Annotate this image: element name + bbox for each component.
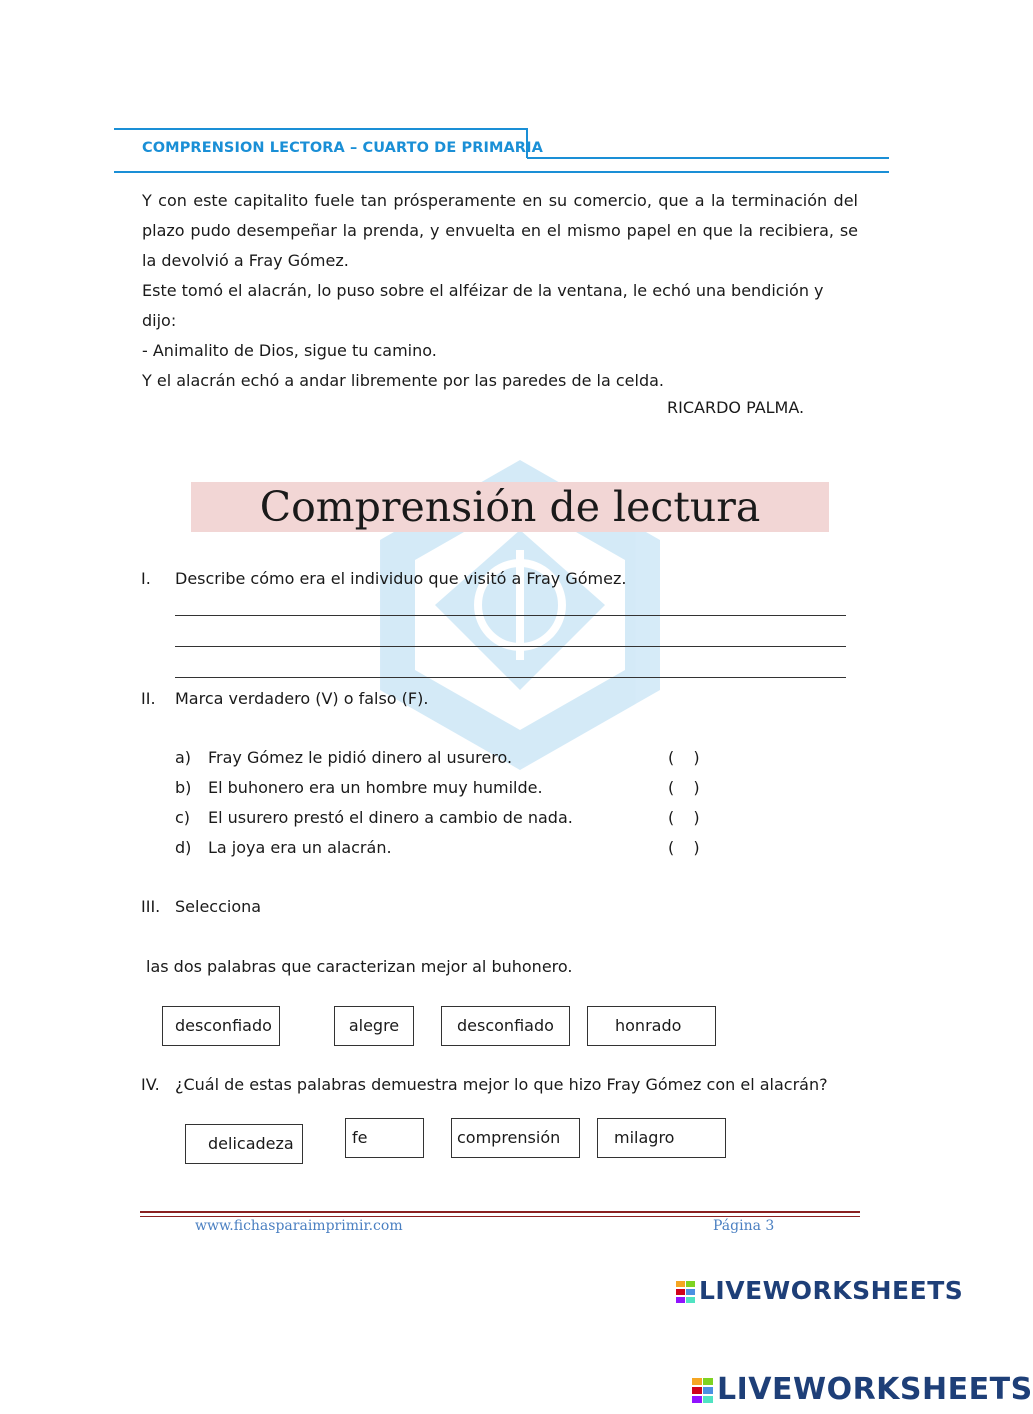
question-prompt: ¿Cuál de estas palabras demuestra mejor lo que hizo Fray Gómez con el alacrán? bbox=[175, 1075, 828, 1094]
tf-item-text: La joya era un alacrán. bbox=[208, 838, 392, 857]
header-rule-bottom bbox=[114, 171, 889, 173]
header-title: COMPRENSION LECTORA – CUARTO DE PRIMARIA bbox=[142, 140, 543, 156]
tf-answer-box[interactable]: ( ) bbox=[668, 778, 700, 797]
word-option-box[interactable]: fe bbox=[345, 1118, 424, 1158]
word-option-box[interactable]: alegre bbox=[334, 1006, 414, 1046]
footer-page-number: Página 3 bbox=[713, 1218, 775, 1234]
word-option-box[interactable]: delicadeza bbox=[185, 1124, 303, 1164]
tf-item-text: Fray Gómez le pidió dinero al usurero. bbox=[208, 748, 513, 767]
answer-line-input[interactable] bbox=[175, 646, 846, 647]
question-number: I. bbox=[141, 569, 151, 588]
tf-answer-box[interactable]: ( ) bbox=[668, 838, 700, 857]
question-subprompt: las dos palabras que caracterizan mejor al buhonero. bbox=[146, 957, 573, 976]
question-prompt: Marca verdadero (V) o falso (F). bbox=[175, 689, 429, 708]
footer-rule bbox=[140, 1211, 860, 1213]
answer-line-input[interactable] bbox=[175, 615, 846, 616]
tf-answer-box[interactable]: ( ) bbox=[668, 808, 700, 827]
tf-answer-box[interactable]: ( ) bbox=[668, 748, 700, 767]
liveworksheets-logo bbox=[676, 1276, 963, 1305]
tf-item-letter: b) bbox=[175, 778, 192, 797]
author-name: RICARDO PALMA. bbox=[667, 398, 805, 417]
story-line: Y el alacrán echó a andar libremente por las paredes de la celda. bbox=[142, 371, 664, 390]
word-option-box[interactable]: comprensión bbox=[451, 1118, 580, 1158]
word-option-box[interactable]: desconfiado bbox=[162, 1006, 280, 1046]
tf-item-letter: a) bbox=[175, 748, 192, 767]
footer-website: www.fichasparaimprimir.com bbox=[195, 1218, 403, 1234]
banner-title: Comprensión de lectura bbox=[259, 483, 761, 531]
answer-line-input[interactable] bbox=[175, 677, 846, 678]
liveworksheets-logo bbox=[692, 1372, 1033, 1407]
section-banner bbox=[191, 482, 829, 532]
tf-item-text: El usurero prestó el dinero a cambio de nada. bbox=[208, 808, 573, 827]
story-line: Este tomó el alacrán, lo puso sobre el alféizar de la ventana, le echó una bendición y dijo: bbox=[142, 281, 824, 330]
tf-item-letter: c) bbox=[175, 808, 191, 827]
question-prompt: Selecciona bbox=[175, 897, 262, 916]
question-number: IV. bbox=[141, 1075, 160, 1094]
word-option-box[interactable]: milagro bbox=[597, 1118, 726, 1158]
story-paragraph: Y con este capitalito fuele tan prósperamente en su comercio, que a la terminación del plazo pudo desempeñar la prenda, y envuelta en el mismo papel en que la recibiera, se la devolvió a Fray Gómez. bbox=[142, 191, 858, 270]
liveworksheets-blocks-icon bbox=[692, 1378, 714, 1404]
liveworksheets-wordmark: LIVEWORKSHEETS bbox=[717, 1372, 1033, 1407]
footer-rule-thin bbox=[140, 1216, 860, 1217]
tf-item-text: El buhonero era un hombre muy humilde. bbox=[208, 778, 543, 797]
header-rule-top bbox=[114, 128, 528, 130]
story-line: - Animalito de Dios, sigue tu camino. bbox=[142, 341, 437, 360]
question-number: III. bbox=[141, 897, 161, 916]
liveworksheets-blocks-icon bbox=[676, 1281, 696, 1303]
word-option-box[interactable]: honrado bbox=[587, 1006, 716, 1046]
word-option-box[interactable]: desconfiado bbox=[441, 1006, 570, 1046]
tf-item-letter: d) bbox=[175, 838, 192, 857]
liveworksheets-wordmark: LIVEWORKSHEETS bbox=[699, 1276, 964, 1305]
question-prompt: Describe cómo era el individuo que visitó a Fray Gómez. bbox=[175, 569, 627, 588]
story-text bbox=[142, 186, 858, 396]
question-number: II. bbox=[141, 689, 156, 708]
header-rule-right bbox=[527, 157, 889, 159]
